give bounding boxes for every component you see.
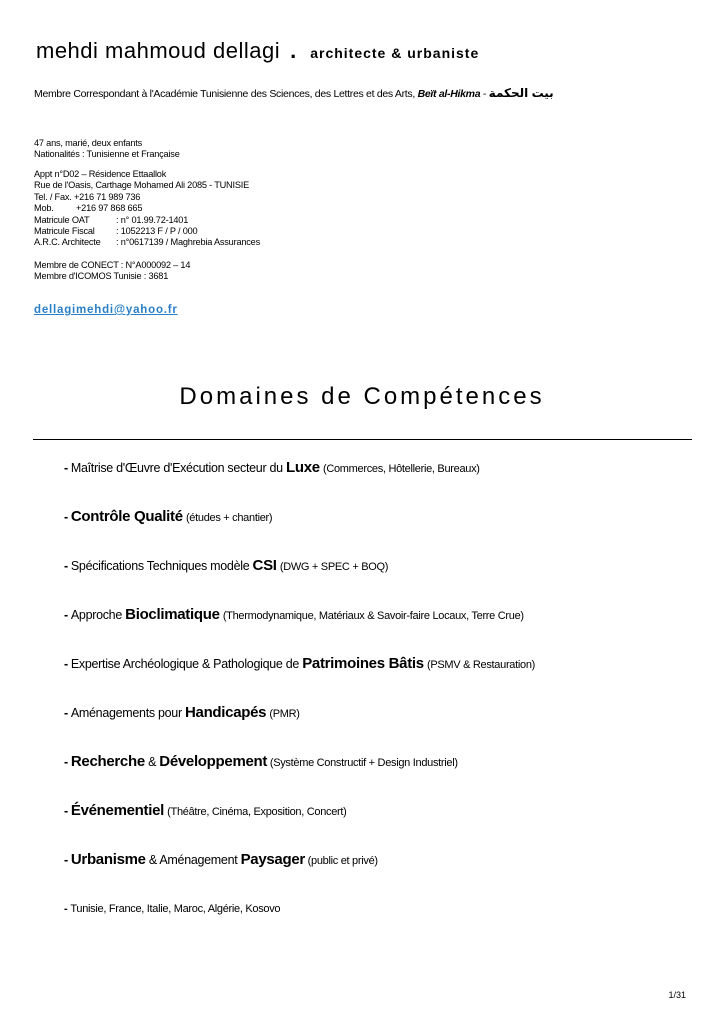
bullet-dash: - — [64, 559, 68, 573]
item-keyword: Contrôle Qualité — [70, 508, 183, 525]
bullet-dash: - — [64, 804, 68, 818]
item-keyword: CSI — [252, 557, 277, 574]
row-label: Matricule OAT — [34, 214, 90, 225]
item-keyword: Handicapés — [185, 704, 267, 721]
contact-address-block — [34, 169, 260, 249]
item-keyword: Recherche — [70, 753, 145, 770]
countries-list: Tunisie, France, Italie, Maroc, Algérie, Kosovo — [70, 903, 281, 915]
row-label: Matricule Fiscal — [34, 226, 95, 237]
matricule-fiscal-row — [34, 226, 260, 237]
professional-memberships — [34, 260, 190, 283]
address-line-2: Rue de l'Oasis, Carthage Mohamed Ali 2085 - TUNISIE — [34, 180, 250, 191]
bullet-dash: - — [64, 657, 68, 671]
item-detail: (Thermodynamique, Matériaux & Savoir-faire Locaux, Terre Crue) — [222, 610, 524, 622]
item-detail: (Système Constructif + Design Industriel) — [267, 757, 458, 769]
competence-item — [64, 851, 378, 868]
competence-item — [64, 508, 272, 525]
bullet-dash: - — [64, 755, 68, 769]
membership-arabic-name: بيت الحكمة — [488, 86, 554, 100]
item-detail: (Commerces, Hôtellerie, Bureaux) — [322, 463, 480, 475]
matricule-oat-row — [34, 215, 260, 226]
item-keyword: Paysager — [240, 851, 305, 868]
item-detail: (études + chantier) — [185, 512, 273, 524]
nationality: Nationalités : Tunisienne et Française — [34, 149, 180, 160]
item-detail: (PMR) — [269, 708, 300, 720]
email-link[interactable]: dellagimehdi@yahoo.fr — [34, 304, 178, 316]
page-number: 1/31 — [668, 990, 686, 1000]
personal-info — [34, 138, 180, 161]
icomos-membership: Membre d'ICOMOS Tunisie : 3681 — [34, 271, 169, 282]
membership-separator: - — [480, 88, 489, 100]
membership-institution: Beït al-Hikma — [417, 88, 481, 100]
item-text: Spécifications Techniques modèle — [70, 559, 253, 573]
bullet-dash: - — [64, 706, 68, 720]
competence-item — [64, 802, 347, 819]
item-text: Maîtrise d'Œuvre d'Exécution secteur du — [70, 461, 286, 475]
profession-title: architecte & urbaniste — [310, 45, 480, 61]
academy-membership — [34, 86, 554, 100]
competence-item — [64, 606, 524, 623]
mobile-label: Mob. — [34, 203, 54, 214]
author-name: mehdi mahmoud dellagi — [36, 38, 281, 63]
item-text: & Aménagement — [145, 853, 241, 867]
item-text: Approche — [70, 608, 126, 622]
countries-item — [64, 903, 280, 915]
conect-membership: Membre de CONECT : N°A000092 – 14 — [34, 260, 191, 270]
row-label: A.R.C. Architecte — [34, 237, 101, 248]
tel-fax: Tel. / Fax. +216 71 989 736 — [34, 191, 141, 202]
item-keyword: Patrimoines Bâtis — [302, 655, 424, 672]
row-value: : n° 01.99.72-1401 — [116, 214, 189, 225]
bullet-dash: - — [64, 903, 68, 915]
bullet-dash: - — [64, 461, 68, 475]
membership-text: Membre Correspondant à l'Académie Tunisienne des Sciences, des Lettres et des Arts, — [34, 88, 418, 100]
competence-item — [64, 704, 300, 721]
competence-item — [64, 459, 480, 476]
item-detail: (public et privé) — [304, 855, 378, 867]
item-detail: (Théâtre, Cinéma, Exposition, Concert) — [167, 806, 347, 818]
competence-item — [64, 655, 535, 672]
item-text: & — [144, 755, 160, 769]
competence-item — [64, 753, 458, 770]
address-line-1: Appt n°D02 – Résidence Ettaallok — [34, 169, 167, 179]
bullet-dash: - — [64, 853, 68, 867]
bullet-dash: - — [64, 608, 68, 622]
mobile-value: +216 97 868 665 — [76, 203, 143, 214]
item-detail: (DWG + SPEC + BOQ) — [279, 561, 389, 573]
item-text: Expertise Archéologique & Pathologique de — [70, 657, 303, 671]
item-text: Aménagements pour — [70, 706, 185, 720]
item-keyword: Bioclimatique — [125, 606, 220, 623]
header-name-line — [36, 38, 479, 64]
section-title: Domaines de Compétences — [179, 383, 545, 410]
item-keyword: Luxe — [285, 459, 320, 476]
item-keyword: Urbanisme — [70, 851, 146, 868]
row-value: : n°0617139 / Maghrebia Assurances — [116, 237, 260, 248]
item-keyword: Événementiel — [70, 802, 164, 819]
bullet-dash: - — [64, 510, 68, 524]
mobile-row — [34, 203, 260, 214]
row-value: : 1052213 F / P / 000 — [116, 226, 198, 237]
name-separator-dot: . — [290, 38, 297, 63]
age-family-status: 47 ans, marié, deux enfants — [34, 138, 142, 148]
item-keyword: Développement — [159, 753, 268, 770]
competence-item — [64, 557, 388, 574]
item-detail: (PSMV & Restauration) — [427, 659, 536, 671]
arc-architecte-row — [34, 237, 260, 248]
section-divider — [33, 439, 692, 440]
